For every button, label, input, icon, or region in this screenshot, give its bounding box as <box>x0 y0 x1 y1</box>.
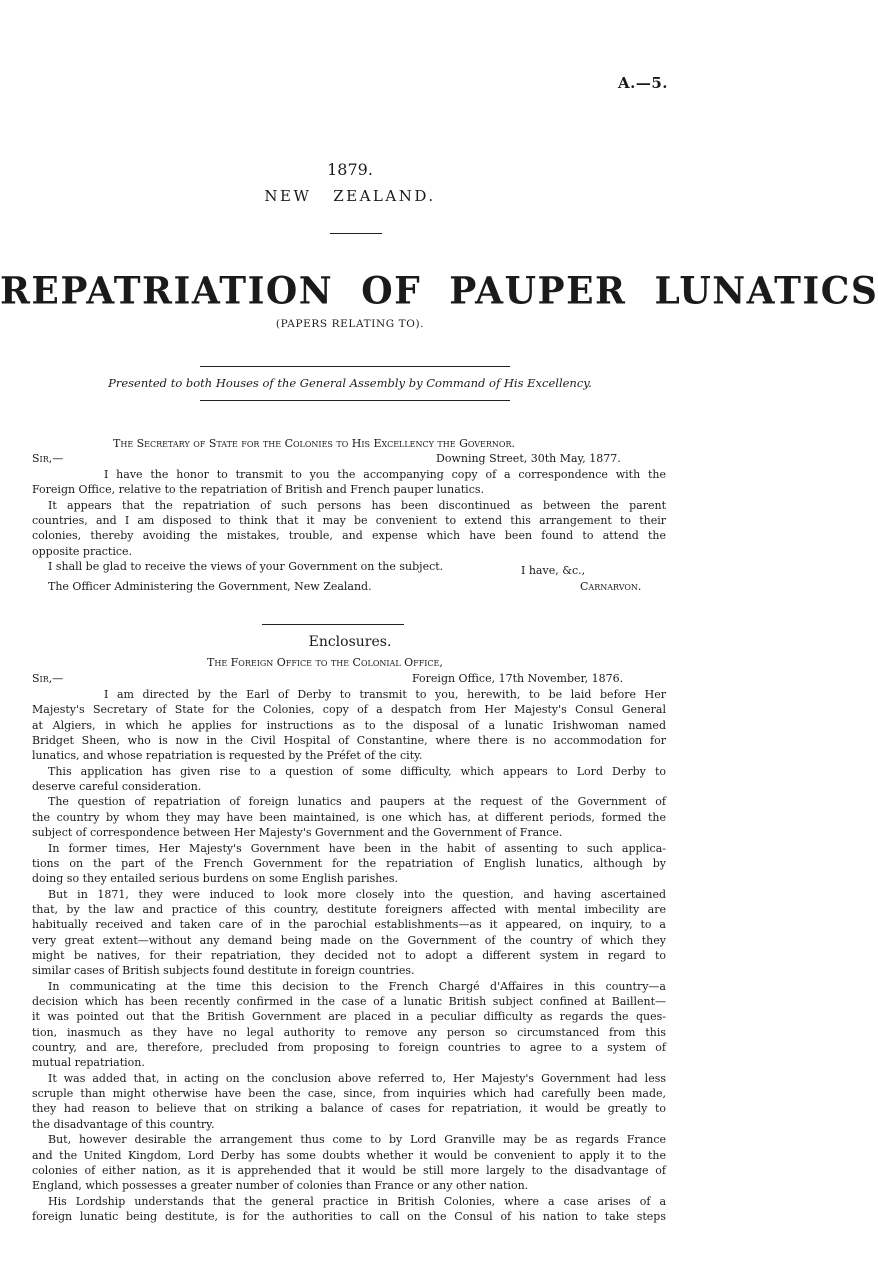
text-line: countries, and I am disposed to think that it may be convenient to extend this arrangement to their <box>32 513 666 527</box>
year: 1879. <box>327 160 373 179</box>
text-line: foreign lunatic being destitute, is for the authorities to call on the Consul of his nation to take steps <box>32 1209 666 1223</box>
text-line: and the United Kingdom, Lord Derby has some doubts whether it would be convenient to apply it to the <box>32 1148 666 1162</box>
text-line: it was pointed out that the British Government are placed in a peculiar difficulty as regards the ques- <box>32 1010 666 1024</box>
text-line: I have the honor to transmit to you the accompanying copy of a correspondence with the <box>104 468 666 481</box>
letter-closing: I have, &c., <box>521 564 586 577</box>
text-line: But in 1871, they were induced to look more closely into the question, and having ascertained <box>48 887 666 901</box>
text-line: country, and are, therefore, precluded from proposing to foreign countries to agree to a system of <box>32 1041 666 1055</box>
text-line: subject of correspondence between Her Majesty's Government and the Government of France. <box>32 826 563 840</box>
text-line: the country by whom they may have been maintained, is one which has, at different periods, formed the <box>32 810 666 824</box>
enclosure-place-date: Foreign Office, 17th November, 1876. <box>412 672 624 685</box>
text-line: opposite practice. <box>32 544 133 558</box>
divider-rule <box>330 233 382 234</box>
text-line: that, by the law and practice of this country, destitute foreigners affected with mental imbecility are <box>32 902 666 916</box>
text-line: very great extent—without any demand being made on the Government of the country of which they <box>32 933 666 947</box>
enclosure-subheading: The Foreign Office to the Colonial Office, <box>207 656 443 669</box>
text-line: at Algiers, in which he applies for instructions as to the disposal of a lunatic Irishwoman named <box>32 718 666 732</box>
text-line: doing so they entailed serious burdens on some English parishes. <box>32 872 398 886</box>
page-title: REPATRIATION OF PAUPER LUNATICS <box>0 268 878 314</box>
text-line: tions on the part of the French Government for the repatriation of English lunatics, although by <box>32 856 666 870</box>
letter-signature: Carnarvon. <box>580 580 642 593</box>
text-line: I shall be glad to receive the views of your Government on the subject. <box>48 559 444 573</box>
text-line: the disadvantage of this country. <box>32 1117 215 1131</box>
text-line: habitually received and taken care of in the parochial establishments—as it appeared, on inquiry, to a <box>32 918 666 932</box>
divider-rule <box>262 624 404 625</box>
text-line: scruple than might otherwise have been the case, since, from inquiries which had carefully been made, <box>32 1087 666 1101</box>
country-heading: NEW ZEALAND. <box>264 187 436 205</box>
text-line: I am directed by the Earl of Derby to transmit to you, herewith, to be laid before Her <box>104 688 666 701</box>
text-line: colonies of either nation, as it is apprehended that it would be still more largely to the disadvantage of <box>32 1163 666 1177</box>
text-line: His Lordship understands that the general practice in British Colonies, where a case arises of a <box>48 1194 666 1208</box>
text-line: England, which possesses a greater number of colonies than France or any other nation. <box>32 1179 529 1193</box>
text-line: similar cases of British subjects found destitute in foreign countries. <box>32 964 415 978</box>
text-line: tion, inasmuch as they have no legal authority to remove any person so circumstanced from this <box>32 1025 666 1039</box>
letter-salutation: Sir,— <box>32 452 64 465</box>
enclosures-heading: Enclosures. <box>308 634 392 650</box>
text-line: This application has given rise to a question of some difficulty, which appears to Lord Derby to <box>48 764 666 778</box>
page-subtitle: (PAPERS RELATING TO). <box>275 318 425 330</box>
text-line: decision which has been recently confirmed in the case of a lunatic British subject confined at Baillent— <box>32 995 666 1008</box>
text-line: But, however desirable the arrangement thus come to by Lord Granville may be as regards France <box>48 1133 666 1147</box>
text-line: Foreign Office, relative to the repatriation of British and French pauper lunatics. <box>32 483 484 497</box>
letter-place-date: Downing Street, 30th May, 1877. <box>436 452 621 465</box>
text-line: mutual repatriation. <box>32 1056 145 1070</box>
text-line: they had reason to believe that on striking a balance of cases for repatriation, it would be greatly to <box>32 1102 666 1116</box>
divider-rule <box>200 366 510 367</box>
text-line: colonies, thereby avoiding the mistakes, trouble, and expense which have been found to attend the <box>32 529 666 543</box>
divider-rule <box>200 400 510 401</box>
text-line: In communicating at the time this decision to the French Chargé d'Affaires in this country—a <box>48 979 666 993</box>
letter-heading: The Secretary of State for the Colonies to His Excellency the Governor. <box>113 437 515 450</box>
enclosure-salutation: Sir,— <box>32 672 64 685</box>
text-line: In former times, Her Majesty's Government have been in the habit of assenting to such applica- <box>48 841 666 855</box>
text-line: Bridget Sheen, who is now in the Civil Hospital of Constantine, where there is no accommodation for <box>32 734 666 748</box>
presented-line: Presented to both Houses of the General Assembly by Command of His Excellency. <box>108 376 592 390</box>
text-line: lunatics, and whose repatriation is requested by the Préfet of the city. <box>32 749 423 763</box>
letter-addressee: The Officer Administering the Government, New Zealand. <box>48 580 372 593</box>
text-line: It was added that, in acting on the conclusion above referred to, Her Majesty's Government had less <box>48 1071 666 1085</box>
text-line: It appears that the repatriation of such persons has been discontinued as between the parent <box>48 498 666 512</box>
text-line: The question of repatriation of foreign lunatics and paupers at the request of the Government of <box>48 795 666 809</box>
document-reference: A.—5. <box>617 74 668 92</box>
text-line: might be natives, for their repatriation, they decided not to adopt a different system in regard to <box>32 948 666 962</box>
text-line: deserve careful consideration. <box>32 780 202 794</box>
text-line: Majesty's Secretary of State for the Colonies, copy of a despatch from Her Majesty's Consul General <box>32 703 666 717</box>
